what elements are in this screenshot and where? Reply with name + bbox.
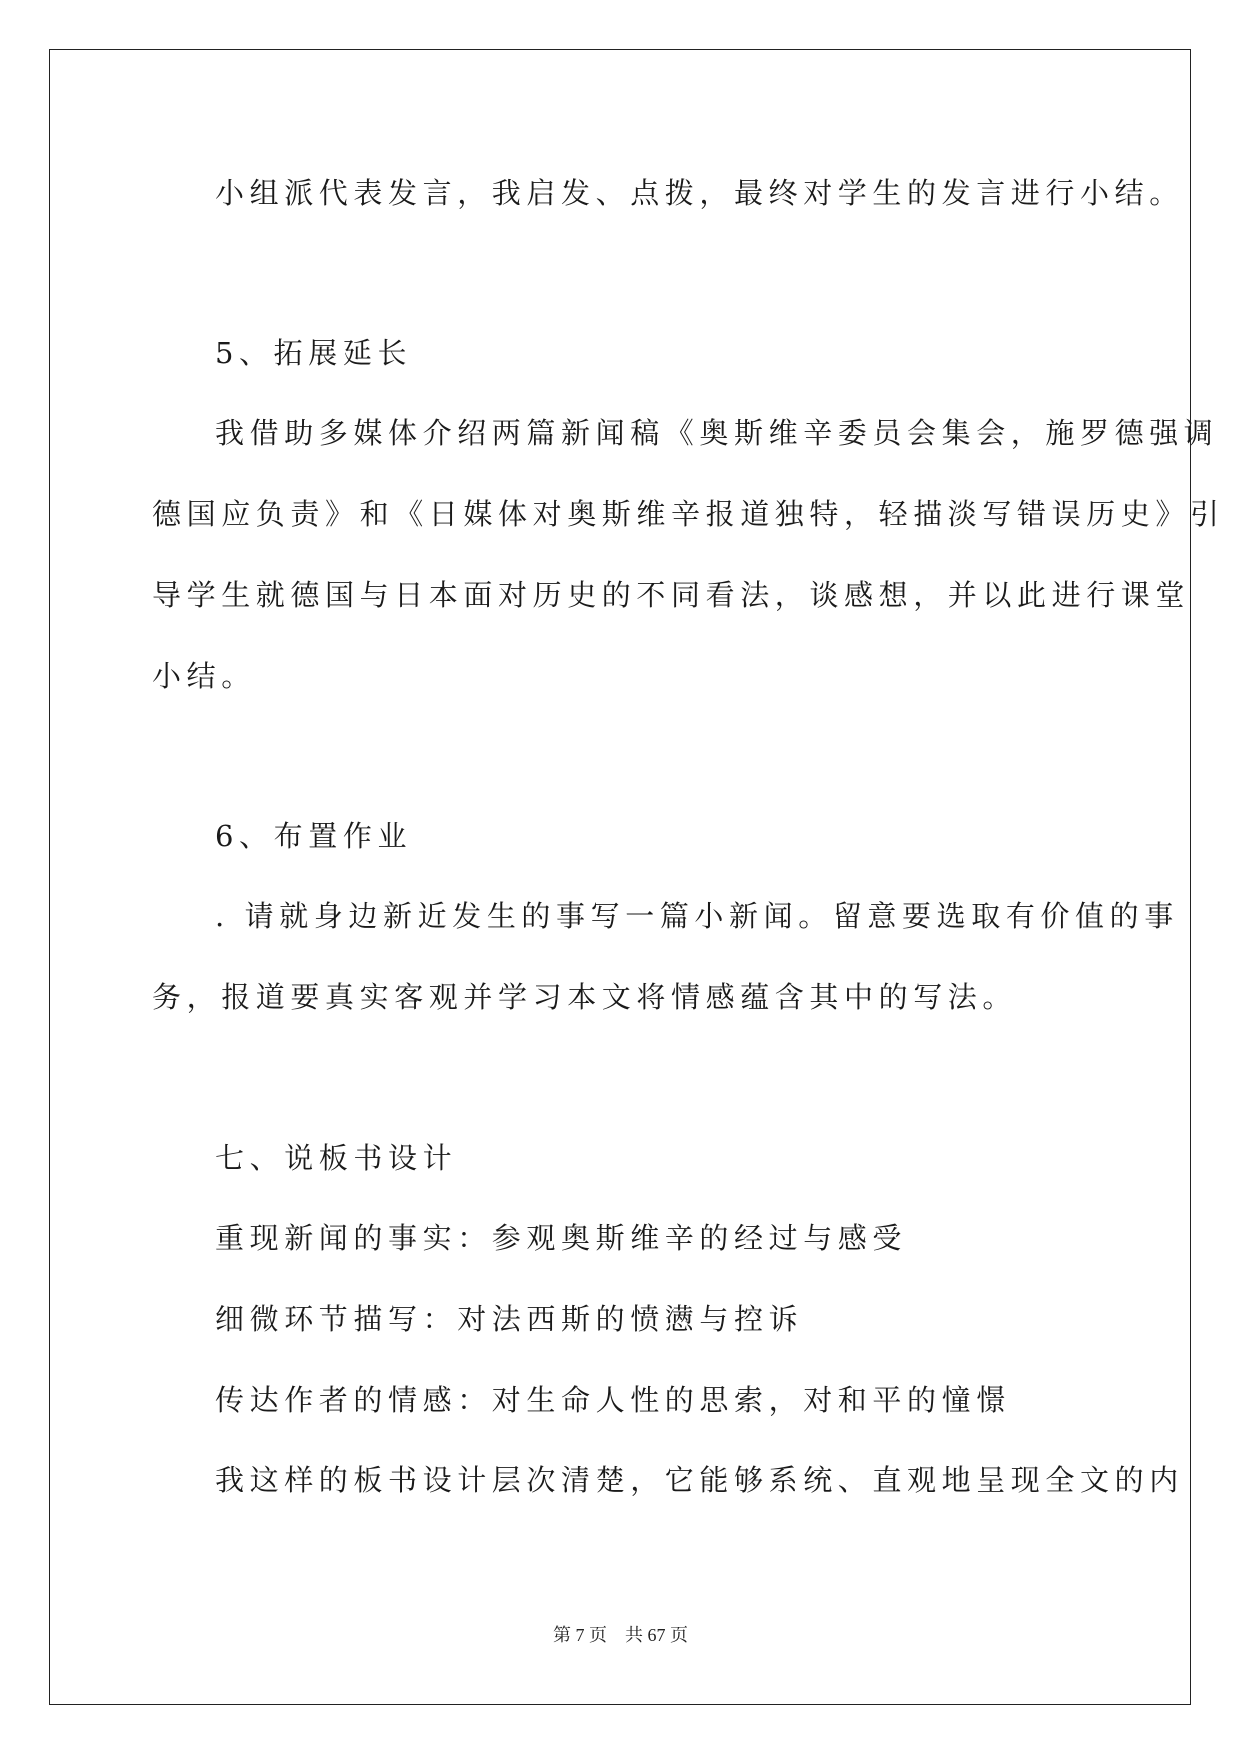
section-heading-extension: 5、拓展延长	[215, 336, 413, 370]
paragraph-line: 我借助多媒体介绍两篇新闻稿《奥斯维辛委员会集会，施罗德强调	[215, 416, 1219, 450]
paragraph-line: 务，报道要真实客观并学习本文将情感蕴含其中的写法。	[152, 980, 1018, 1014]
page-border	[49, 49, 1191, 1705]
section-heading-board-design: 七、说板书设计	[215, 1141, 458, 1175]
paragraph-line: 小组派代表发言，我启发、点拨，最终对学生的发言进行小结。	[215, 176, 1184, 210]
board-item: 细微环节描写：对法西斯的愤懑与控诉	[215, 1302, 804, 1336]
paragraph-line: . 请就身边新近发生的事写一篇小新闻。留意要选取有价值的事	[215, 899, 1179, 933]
paragraph-line: 我这样的板书设计层次清楚，它能够系统、直观地呈现全文的内	[215, 1463, 1184, 1497]
page-number: 第 7 页 共 67 页	[553, 1625, 688, 1645]
paragraph-line: 德国应负责》和《日媒体对奥斯维辛报道独特，轻描淡写错误历史》引	[152, 497, 1225, 531]
paragraph-line: 小结。	[152, 659, 256, 693]
board-item: 传达作者的情感：对生命人性的思索，对和平的憧憬	[215, 1383, 1011, 1417]
board-item: 重现新闻的事实：参观奥斯维辛的经过与感受	[215, 1221, 908, 1255]
paragraph-line: 导学生就德国与日本面对历史的不同看法，谈感想，并以此进行课堂	[152, 578, 1191, 612]
section-heading-homework: 6、布置作业	[215, 819, 413, 853]
